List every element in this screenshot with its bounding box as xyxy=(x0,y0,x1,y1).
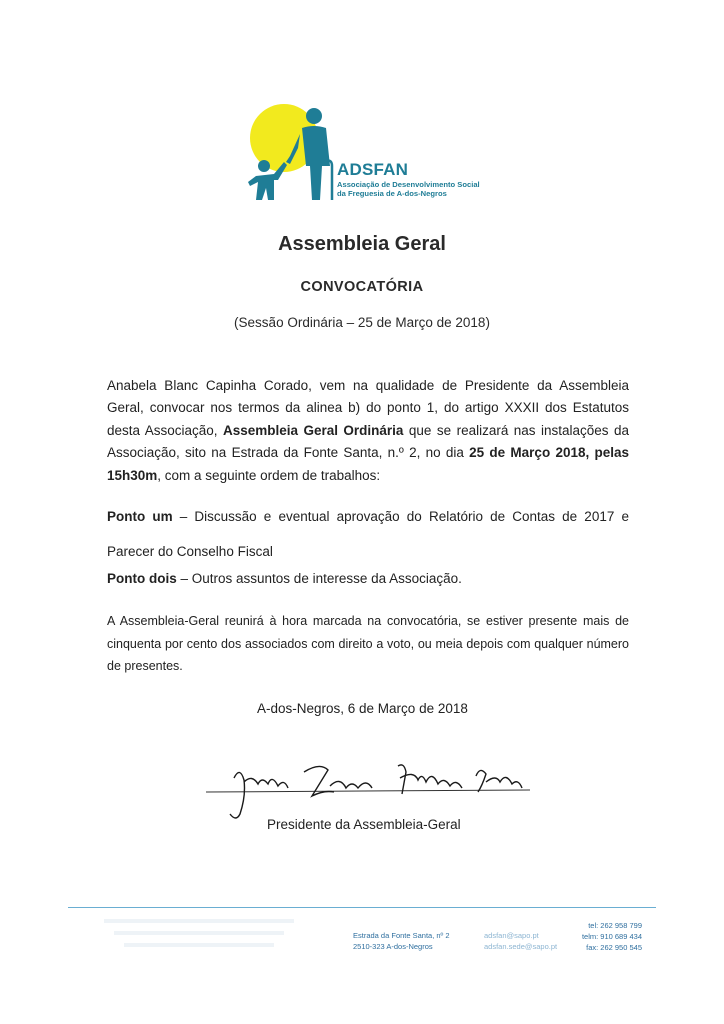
agenda-item-2 xyxy=(107,569,629,589)
footer-address-line1: Estrada da Fonte Santa, nº 2 xyxy=(353,931,450,940)
logo-subtitle-line2: da Freguesia de A-dos-Negros xyxy=(337,189,447,198)
agenda-item-2-label: Ponto dois xyxy=(107,571,177,586)
agenda-item-1-text: – Discussão e eventual aprovação do Relatório de Contas de 2017 e Parecer do Conselho Fiscal xyxy=(107,509,629,559)
session-line: (Sessão Ordinária – 25 de Março de 2018) xyxy=(234,315,490,330)
intro-text-e: , com a seguinte ordem de trabalhos: xyxy=(157,467,381,483)
footer-address xyxy=(353,930,450,952)
agenda-item-1-label: Ponto um xyxy=(107,509,173,524)
intro-text-c: que se realizará nas instalações da Associação, sito na Estrada da Fonte Santa, n.º 2, no dia xyxy=(107,422,629,461)
footer-address-line2: 2510-323 A-dos-Negros xyxy=(353,942,433,951)
signature-graphic xyxy=(200,752,540,824)
footer-telm: telm: 910 689 434 xyxy=(581,932,642,941)
logo-child-figure xyxy=(248,160,287,200)
footer-faded-watermark xyxy=(104,915,304,959)
quorum-paragraph: A Assembleia-Geral reunirá à hora marcada na convocatória, se estiver presente mais de cinquenta por cento dos associados com direito a voto, ou meia depois com qualquer número de presentes. xyxy=(107,614,629,673)
footer-tel: tel: 262 958 799 xyxy=(588,921,642,930)
logo-cane xyxy=(324,161,332,200)
logo-subtitle-line1: Associação de Desenvolvimento Social xyxy=(337,180,480,189)
document-title: Assembleia Geral xyxy=(278,233,446,255)
intro-bold-date: 25 de Março 2018, pelas 15h30m xyxy=(107,445,629,483)
logo-name: ADSFAN xyxy=(337,160,409,179)
footer-fax: fax: 262 950 545 xyxy=(586,943,642,952)
intro-paragraph xyxy=(107,375,629,487)
agenda-item-1 xyxy=(107,499,629,569)
signer-role: Presidente da Assembleia-Geral xyxy=(267,817,461,832)
intro-text-a: Anabela Blanc Capinha Corado, vem na qualidade de Presidente da Assembleia Geral, convocar nos termos da alinea b) do ponto 1, do artigo XXXII dos Estatutos desta Associação, xyxy=(107,378,629,438)
handwritten-signature xyxy=(200,752,540,824)
footer-phones xyxy=(560,920,642,953)
footer-email-line2: adsfan.sede@sapo.pt xyxy=(484,942,558,951)
place-date: A-dos-Negros, 6 de Março de 2018 xyxy=(257,701,468,716)
footer-email xyxy=(484,930,557,952)
document-subtitle: CONVOCATÓRIA xyxy=(300,279,424,295)
footer-email-line1: adsfan@sapo.pt xyxy=(484,931,539,940)
footer-divider xyxy=(68,907,656,908)
intro-bold-assembly: Assembleia Geral Ordinária xyxy=(222,422,404,438)
agenda-item-2-text: – Outros assuntos de interesse da Associação. xyxy=(176,571,462,586)
